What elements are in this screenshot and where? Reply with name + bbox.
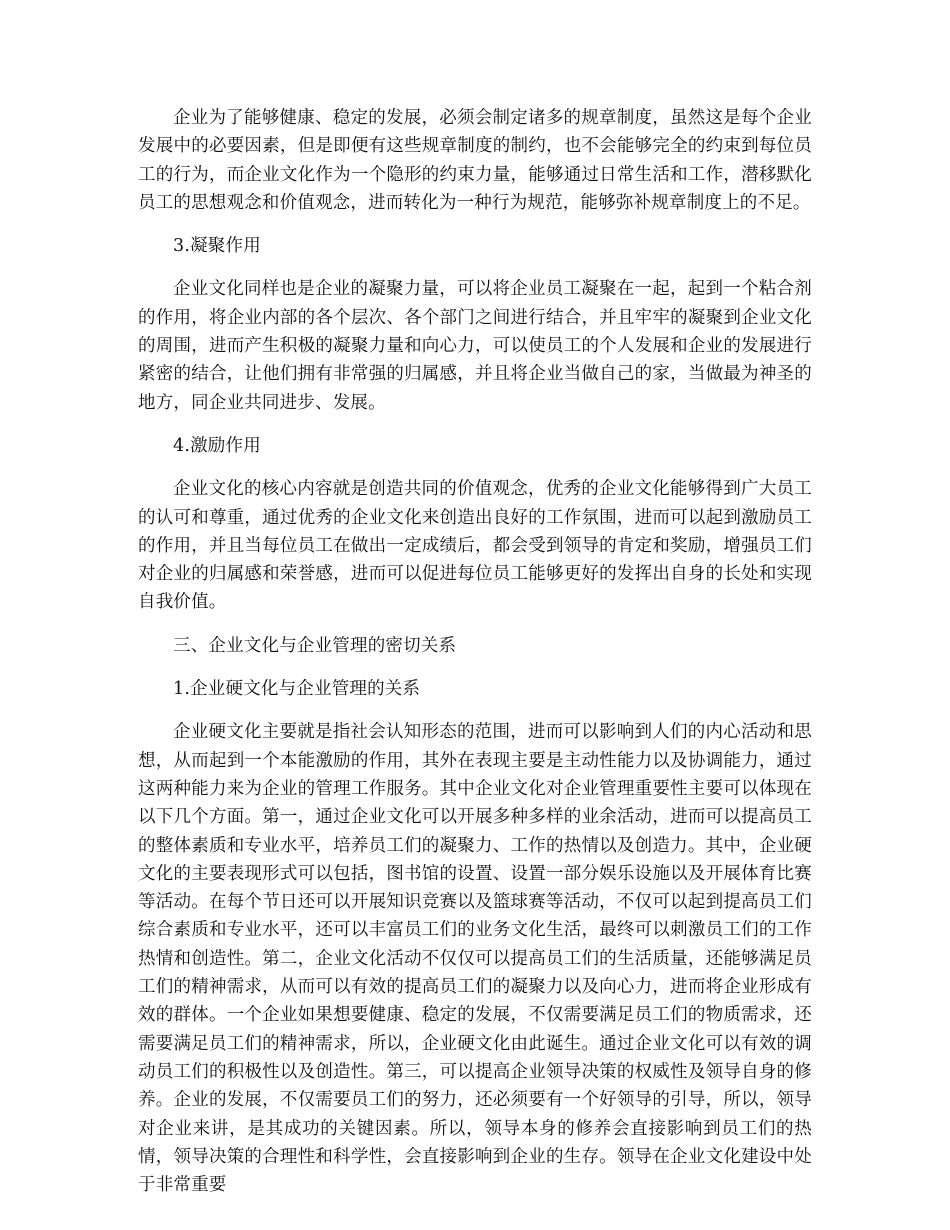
- heading-hard-culture-relationship: 1.企业硬文化与企业管理的关系: [173, 679, 421, 700]
- heading-cohesion-function: 3.凝聚作用: [173, 236, 261, 257]
- paragraph-incentive-function: 企业文化的核心内容就是创造共同的价值观念，优秀的企业文化能够得到广大员工的认可和尊重，通过优秀的企业文化来创造出良好的工作氛围，进而可以起到激励员工的作用，并且当每位员工在做出一定成绩后，都会受到领导的肯定和奖励，增强员工们对企业的归属感和荣誉感，进而可以促进每位员工能够更好的发挥出自身的长处和实现自我价值。: [138, 479, 812, 613]
- paragraph-cohesion-function: 企业文化同样也是企业的凝聚力量，可以将企业员工凝聚在一起，起到一个粘合剂的作用，将企业内部的各个层次、各个部门之间进行结合，并且牢牢的凝聚到企业文化的周围，进而产生积极的凝聚力量和向心力，可以使员工的个人发展和企业的发展进行紧密的结合，让他们拥有非常强的归属感，并且将企业当做自己的家，当做最为神圣的地方，同企业共同进步、发展。: [138, 279, 812, 413]
- section-heading-culture-management: 三、企业文化与企业管理的密切关系: [173, 635, 457, 656]
- paragraph-gap: [138, 703, 812, 718]
- paragraph-gap: [138, 617, 812, 632]
- paragraph-gap: [138, 417, 812, 432]
- paragraph-hard-culture-relationship: 企业硬文化主要就是指社会认知形态的范围，进而可以影响到人们的内心活动和思想，从而起到一个本能激励的作用，其外在表现主要是主动性能力以及协调能力，通过这两种能力来为企业的管理工作服务。其中企业文化对企业管理重要性主要可以体现在以下几个方面。第一，通过企业文化可以开展多种多样的业余活动，进而可以提高员工的整体素质和专业水平，培养员工们的凝聚力、工作的热情以及创造力。其中，企业硬文化的主要表现形式可以包括，图书馆的设置、设置一部分娱乐设施以及开展体育比赛等活动。在每个节日还可以开展知识竞赛以及篮球赛等活动，不仅可以起到提高员工们综合素质和专业水平，还可以丰富员工们的业务文化生活，最终可以刺激员工们的工作热情和创造性。第二，企业文化活动不仅仅可以提高员工们的生活质量，还能够满足员工们的精神需求，从而可以有效的提高员工们的凝聚力以及向心力，进而将企业形成有效的群体。一个企业如果想要健康、稳定的发展，不仅需要满足员工们的物质需求，还需要满足员工们的精神需求，所以，企业硬文化由此诞生。通过企业文化可以有效的调动员工们的积极性以及创造性。第三，可以提高企业领导决策的权威性及领导自身的修养。企业的发展，不仅需要员工们的努力，还必须要有一个好领导的引导，所以，领导对企业来讲，是其成功的关键因素。所以，领导本身的修养会直接影响到员工们的热情，领导决策的合理性和科学性，会直接影响到企业的生存。领导在企业文化建设中处于非常重要: [138, 722, 812, 1196]
- paragraph-restraint-function: 企业为了能够健康、稳定的发展，必须会制定诸多的规章制度，虽然这是每个企业发展中的必要因素，但是即便有这些规章制度的制约，也不会能够完全的约束到每位员工的行为，而企业文化作为一个隐形的约束力量，能够通过日常生活和工作，潜移默化员工的思想观念和价值观念，进而转化为一种行为规范，能够弥补规章制度上的不足。: [138, 108, 812, 213]
- paragraph-gap: [138, 260, 812, 275]
- paragraph-gap: [138, 217, 812, 232]
- paragraph-gap: [138, 660, 812, 675]
- paragraph-gap: [138, 460, 812, 475]
- heading-incentive-function: 4.激励作用: [173, 435, 261, 456]
